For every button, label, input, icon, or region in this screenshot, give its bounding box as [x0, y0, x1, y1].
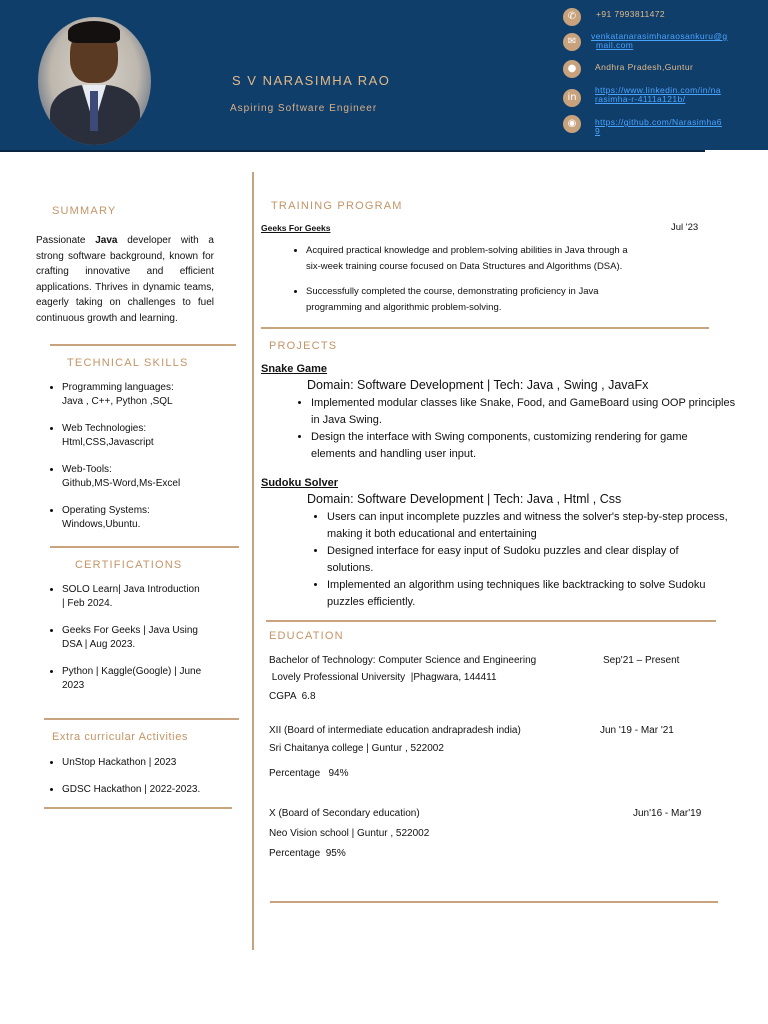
photo-hair [68, 21, 120, 43]
list-item: • Implemented an algorithm using techniques like backtracking to solve Sudoku puzzles efficiently. [327, 577, 768, 610]
list-item: • Geeks For Geeks | Java Using DSA | Aug 2023. [62, 624, 252, 651]
certifications-heading: CERTIFICATIONS [75, 559, 183, 571]
project-title: Sudoku Solver [261, 477, 339, 489]
list-item: • Successfully completed the course, demonstrating proficiency in Java programming and algorithmic problem-solving. [306, 284, 706, 315]
list-item: • Programming languages: Java , C++, Python ,SQL [62, 381, 252, 408]
list-item: • Web Technologies: Html,CSS,Javascript [62, 422, 252, 449]
candidate-role: Aspiring Software Engineer [230, 103, 378, 114]
project-domain: Domain: Software Development | Tech: Java , Swing , JavaFx [307, 378, 649, 392]
contact-github-line1: https://github.com/Narasimha6 [595, 117, 722, 127]
contact-linkedin[interactable] [595, 86, 721, 104]
contact-github-line2: 9 [595, 126, 601, 136]
certifications-divider [44, 718, 239, 720]
extracurricular-divider [44, 807, 232, 809]
education-score: CGPA 6.8 [269, 691, 316, 702]
list-item: • UnStop Hackathon | 2023 [62, 756, 252, 770]
contact-linkedin-line1: https://www.linkedin.com/in/na [595, 85, 721, 95]
list-item: • Python | Kaggle(Google) | June 2023 [62, 665, 252, 692]
contact-phone: +91 7993811472 [596, 9, 666, 19]
location-icon: ● [563, 60, 581, 78]
contact-email[interactable] [591, 32, 728, 50]
education-school: Sri Chaitanya college | Guntur , 522002 [269, 743, 444, 754]
contact-email-line2: mail.com [596, 40, 634, 50]
summary-pre: Passionate [36, 235, 96, 246]
linkedin-icon: in [563, 89, 581, 107]
list-item: • Acquired practical knowledge and problem-solving abilities in Java through a six-week training course focused on Data Structures and Algorithms (DSA). [306, 243, 706, 274]
phone-icon: ✆ [563, 8, 581, 26]
projects-divider [266, 620, 716, 622]
summary-text [36, 233, 214, 326]
contact-email-line1: venkatanarasimharaosankuru@g [591, 31, 728, 41]
github-icon: ◉ [563, 115, 581, 133]
extracurricular-list [44, 756, 252, 810]
summary-divider [50, 344, 236, 346]
education-score: Percentage 95% [269, 848, 346, 859]
skills-divider [50, 546, 239, 548]
column-divider [252, 172, 254, 950]
training-heading: TRAINING PROGRAM [271, 200, 403, 212]
education-date: Jun'16 - Mar'19 [633, 808, 702, 819]
list-item: • Designed interface for easy input of Sudoku puzzles and clear display of solutions. [327, 543, 768, 576]
list-item: • Implemented modular classes like Snake, Food, and GameBoard using OOP principles in Java Swing. [311, 395, 768, 428]
header-divider [0, 150, 705, 152]
certifications-list [44, 583, 252, 706]
contact-location: Andhra Pradesh,Guntur [595, 62, 694, 72]
skills-heading: TECHNICAL SKILLS [67, 357, 189, 369]
education-score: Percentage 94% [269, 768, 349, 779]
list-item: • GDSC Hackathon | 2022-2023. [62, 783, 252, 797]
list-item: • Users can input incomplete puzzles and witness the solver's step-by-step process, making it both educational and entertaining [327, 509, 768, 542]
list-item: • Design the interface with Swing components, customizing rendering for game elements and handling user input. [311, 429, 768, 462]
education-heading: EDUCATION [269, 630, 344, 642]
extracurricular-heading: Extra curricular Activities [52, 731, 189, 743]
mail-icon: ✉ [563, 33, 581, 51]
training-divider [261, 327, 709, 329]
summary-post: developer with a strong software background, known for crafting innovative and efficient applications. Thrives in dynamic teams, eagerly taking on challenges to fuel continuous growth and learning. [36, 235, 214, 324]
summary-bold: Java [95, 235, 118, 246]
education-date: Sep'21 – Present [603, 655, 680, 666]
training-date: Jul '23 [671, 222, 699, 233]
training-bullets [288, 243, 706, 315]
list-item: • Operating Systems: Windows,Ubuntu. [62, 504, 252, 531]
project-bullets [309, 509, 768, 611]
education-school: Lovely Professional University |Phagwara, 144411 [269, 672, 497, 683]
project-title: Snake Game [261, 363, 328, 375]
education-school: Neo Vision school | Guntur , 522002 [269, 828, 430, 839]
education-date: Jun '19 - Mar '21 [600, 725, 674, 736]
training-org: Geeks For Geeks [261, 223, 331, 233]
education-degree: Bachelor of Technology: Computer Science and Engineering [269, 655, 537, 666]
profile-photo [38, 17, 151, 145]
education-degree: XII (Board of intermediate education andrapradesh india) [269, 725, 521, 736]
projects-heading: PROJECTS [269, 340, 338, 352]
contact-github[interactable] [595, 118, 722, 136]
list-item: • SOLO Learn| Java Introduction | Feb 2024. [62, 583, 252, 610]
education-divider [270, 901, 718, 903]
project-domain: Domain: Software Development | Tech: Java , Html , Css [307, 492, 622, 506]
project-bullets [293, 395, 768, 463]
summary-heading: SUMMARY [52, 205, 117, 217]
photo-tie [90, 91, 98, 131]
candidate-name: S V NARASIMHA RAO [232, 73, 391, 88]
contact-linkedin-line2: rasimha-r-4111a121b/ [595, 94, 686, 104]
skills-list [44, 381, 252, 545]
education-degree: X (Board of Secondary education) [269, 808, 420, 819]
list-item: • Web-Tools: Github,MS-Word,Ms-Excel [62, 463, 252, 490]
